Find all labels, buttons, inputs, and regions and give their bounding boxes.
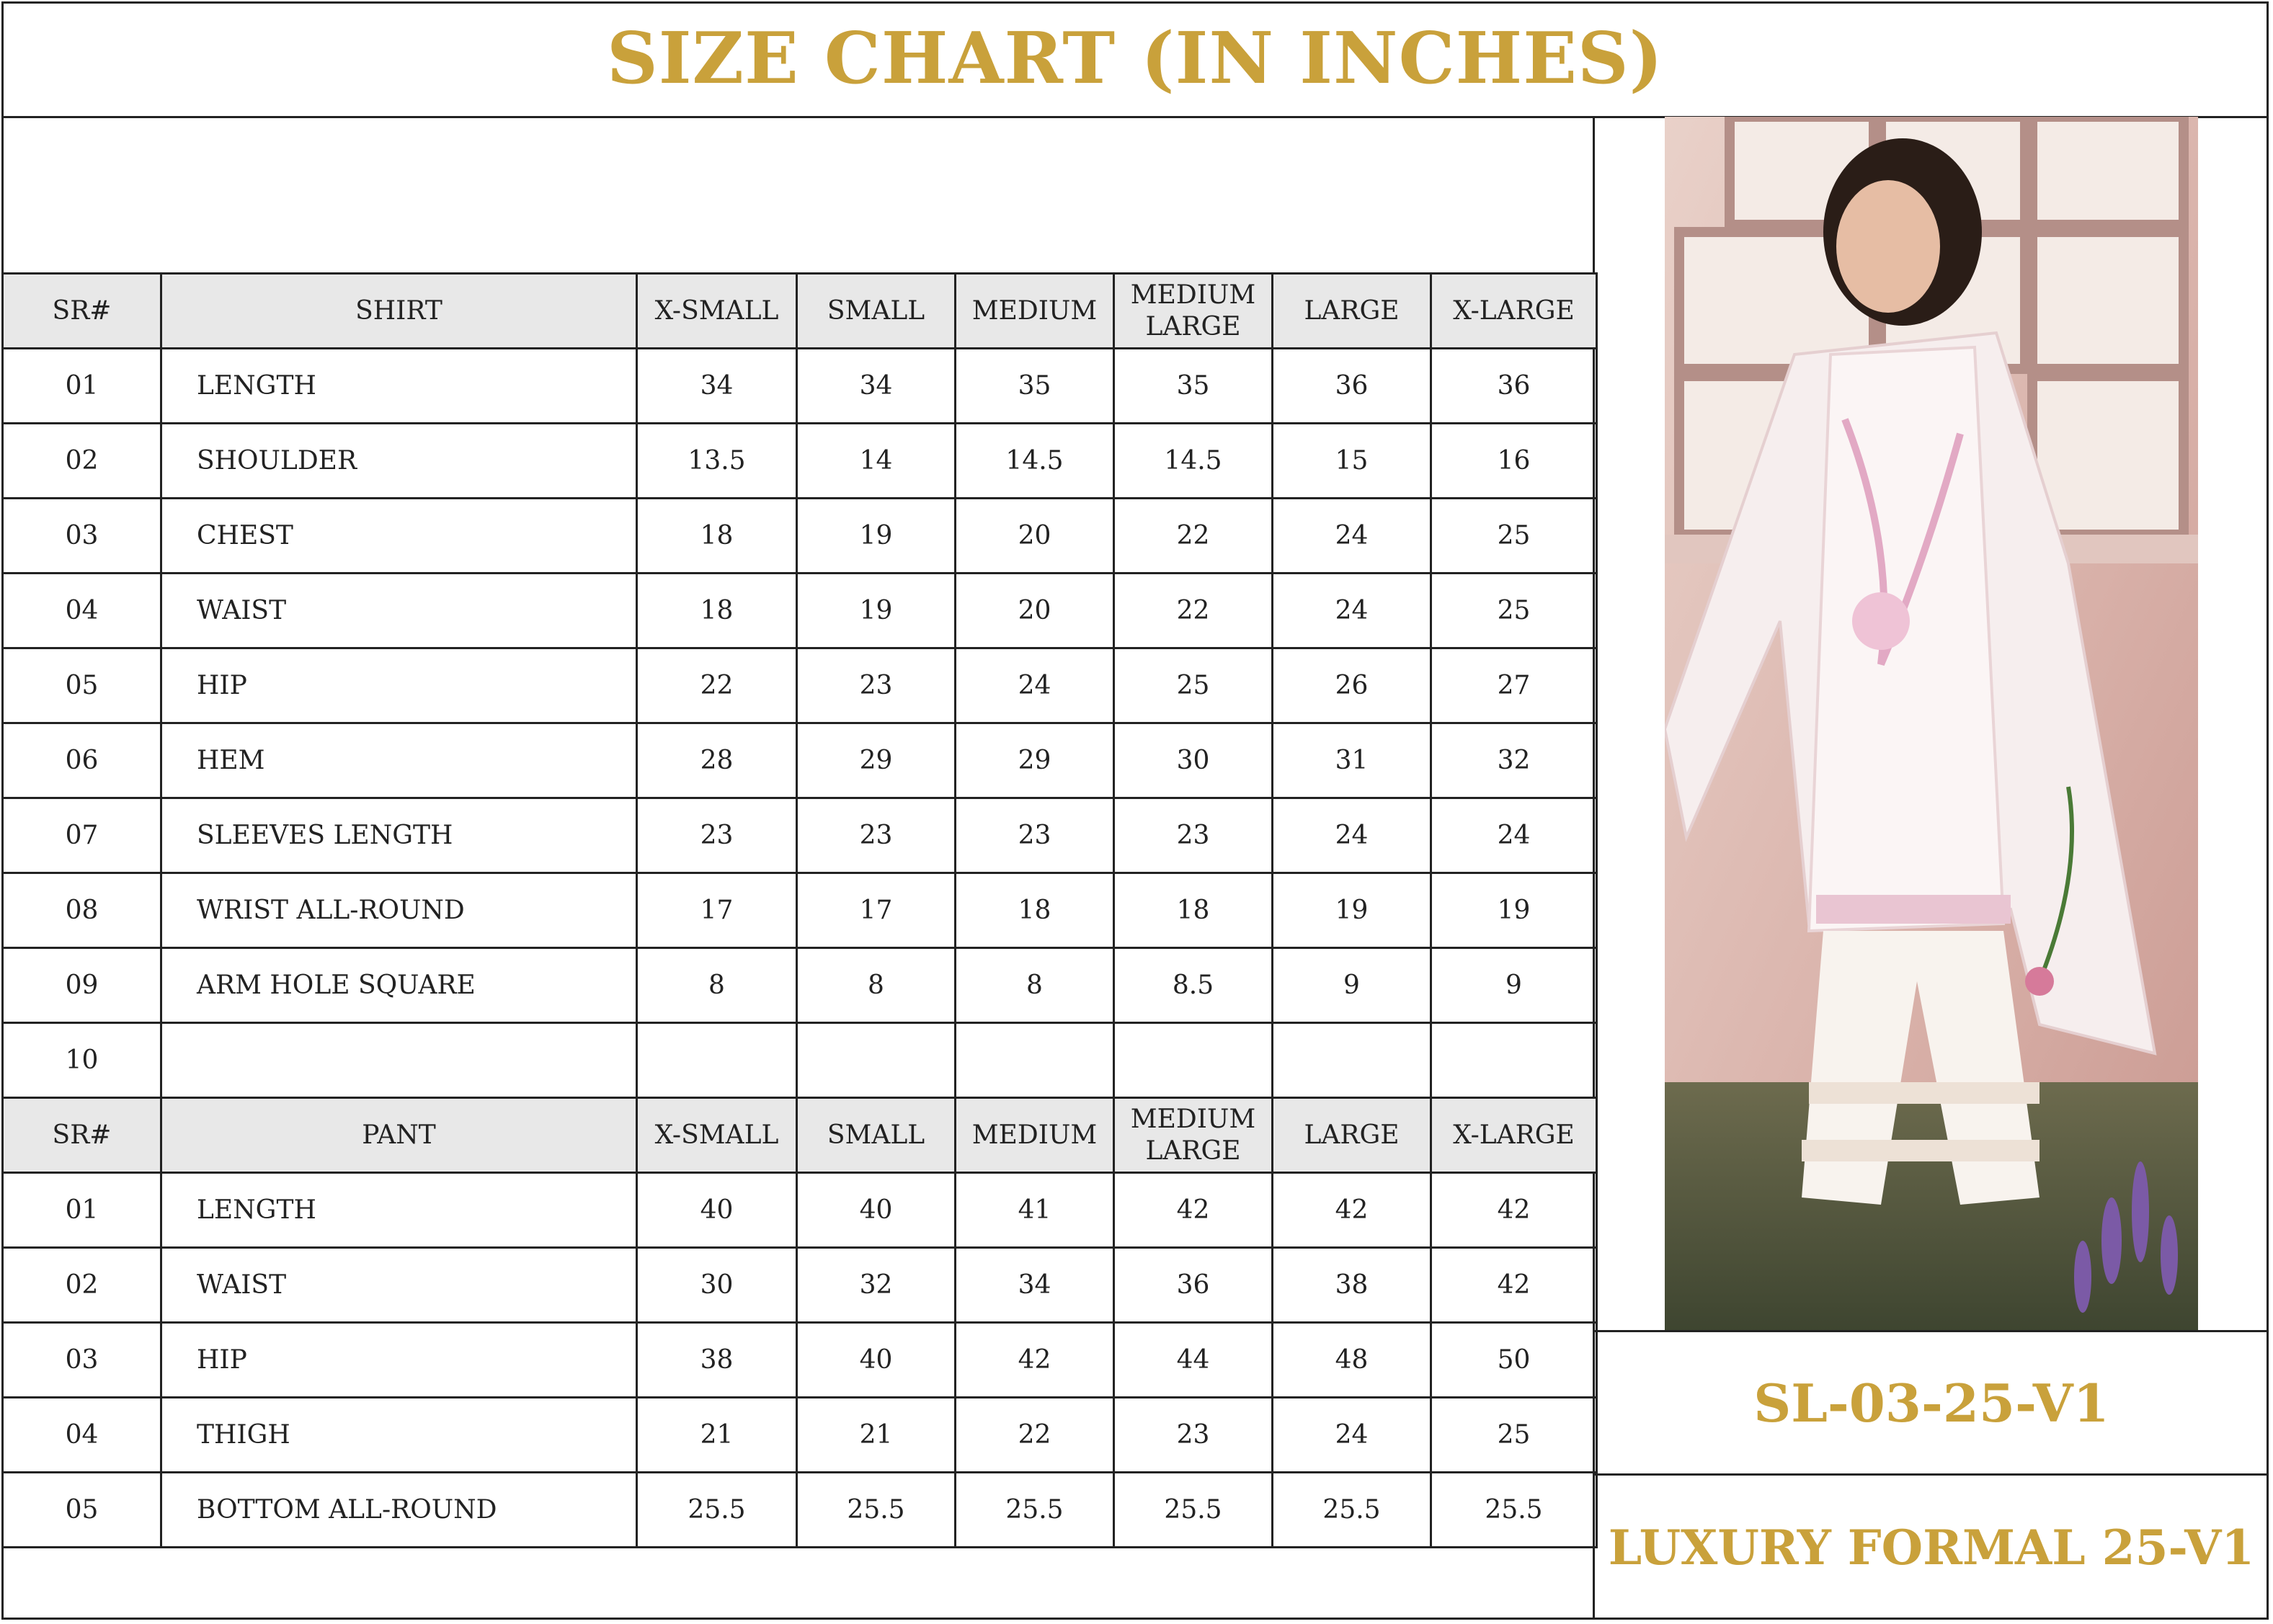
sr-cell: 03	[3, 1323, 161, 1398]
size-value-cell: 35	[1114, 349, 1273, 424]
size-value-cell: 42	[1273, 1173, 1431, 1248]
sr-cell: 06	[3, 723, 161, 798]
shirt-header-cell: SHIRT	[161, 274, 637, 349]
size-value-cell: 8	[956, 948, 1114, 1023]
size-value-cell: 25.5	[956, 1473, 1114, 1548]
product-code-box	[1594, 1330, 2269, 1476]
shirt-table-row	[3, 349, 1597, 424]
measurement-name-cell: LENGTH	[161, 1173, 637, 1248]
size-value-cell: 8	[637, 948, 797, 1023]
shirt-table-row	[3, 723, 1597, 798]
size-value-cell: 42	[1431, 1173, 1597, 1248]
size-value-cell: 44	[1114, 1323, 1273, 1398]
size-value-cell: 24	[956, 648, 1114, 723]
size-value-cell: 32	[1431, 723, 1597, 798]
size-value-cell	[637, 1023, 797, 1098]
sr-cell: 03	[3, 499, 161, 574]
pant-table-row	[3, 1398, 1597, 1473]
model-photo	[1665, 117, 2198, 1331]
size-value-cell: 36	[1431, 349, 1597, 424]
size-value-cell: 21	[797, 1398, 956, 1473]
size-value-cell: 9	[1273, 948, 1431, 1023]
size-value-cell: 20	[956, 499, 1114, 574]
pant-header-cell: PANT	[161, 1098, 637, 1173]
size-value-cell: 30	[637, 1248, 797, 1323]
size-value-cell: 29	[797, 723, 956, 798]
size-value-cell: 40	[637, 1173, 797, 1248]
sr-cell: 09	[3, 948, 161, 1023]
measurement-name-cell: HIP	[161, 1323, 637, 1398]
size-value-cell: 22	[956, 1398, 1114, 1473]
sr-cell: 08	[3, 873, 161, 948]
size-value-cell: 16	[1431, 424, 1597, 499]
size-value-cell: 25.5	[1273, 1473, 1431, 1548]
size-value-cell: 20	[956, 574, 1114, 648]
measurement-name-cell: LENGTH	[161, 349, 637, 424]
size-value-cell: 36	[1273, 349, 1431, 424]
sr-cell: 04	[3, 574, 161, 648]
shirt-header-cell: MEDIUM LARGE	[1114, 274, 1273, 349]
shirt-header-cell: X-LARGE	[1431, 274, 1597, 349]
size-value-cell: 24	[1273, 798, 1431, 873]
size-value-cell: 23	[1114, 1398, 1273, 1473]
size-value-cell: 19	[797, 499, 956, 574]
pant-table-row	[3, 1473, 1597, 1548]
size-chart-table	[1, 272, 1598, 1548]
sr-cell: 05	[3, 648, 161, 723]
collection-name: LUXURY FORMAL 25-V1	[1608, 1520, 2255, 1576]
pant-header-cell: SR#	[3, 1098, 161, 1173]
size-value-cell: 25.5	[797, 1473, 956, 1548]
measurement-name-cell: BOTTOM ALL-ROUND	[161, 1473, 637, 1548]
size-value-cell: 42	[1114, 1173, 1273, 1248]
size-value-cell: 50	[1431, 1323, 1597, 1398]
size-value-cell: 22	[1114, 574, 1273, 648]
size-value-cell: 19	[797, 574, 956, 648]
size-value-cell: 34	[956, 1248, 1114, 1323]
measurement-name-cell: SHOULDER	[161, 424, 637, 499]
pant-table-row	[3, 1248, 1597, 1323]
sr-cell: 07	[3, 798, 161, 873]
size-value-cell: 13.5	[637, 424, 797, 499]
size-value-cell: 40	[797, 1173, 956, 1248]
shirt-table-row	[3, 499, 1597, 574]
size-value-cell: 18	[956, 873, 1114, 948]
measurement-name-cell: HEM	[161, 723, 637, 798]
size-value-cell: 22	[1114, 499, 1273, 574]
pant-header-row	[3, 1098, 1597, 1173]
collection-box	[1594, 1476, 2269, 1620]
measurement-name-cell: WAIST	[161, 1248, 637, 1323]
pant-header-cell: X-LARGE	[1431, 1098, 1597, 1173]
size-value-cell: 41	[956, 1173, 1114, 1248]
size-value-cell: 14.5	[1114, 424, 1273, 499]
size-value-cell: 19	[1273, 873, 1431, 948]
size-value-cell: 18	[1114, 873, 1273, 948]
size-value-cell: 31	[1273, 723, 1431, 798]
pant-header-cell: SMALL	[797, 1098, 956, 1173]
shirt-header-cell: SMALL	[797, 274, 956, 349]
measurement-name-cell: WAIST	[161, 574, 637, 648]
size-value-cell: 34	[637, 349, 797, 424]
size-value-cell	[1273, 1023, 1431, 1098]
size-value-cell: 25	[1114, 648, 1273, 723]
size-value-cell: 25	[1431, 499, 1597, 574]
size-value-cell: 24	[1273, 499, 1431, 574]
pant-table-row	[3, 1173, 1597, 1248]
shirt-table-row	[3, 948, 1597, 1023]
size-value-cell: 19	[1431, 873, 1597, 948]
pant-header-cell: MEDIUM	[956, 1098, 1114, 1173]
size-value-cell: 40	[797, 1323, 956, 1398]
size-value-cell: 24	[1431, 798, 1597, 873]
sr-cell: 01	[3, 349, 161, 424]
measurement-name-cell: SLEEVES LENGTH	[161, 798, 637, 873]
size-value-cell: 23	[637, 798, 797, 873]
size-value-cell	[956, 1023, 1114, 1098]
size-value-cell: 35	[956, 349, 1114, 424]
size-value-cell: 8	[797, 948, 956, 1023]
size-value-cell: 38	[637, 1323, 797, 1398]
measurement-name-cell: THIGH	[161, 1398, 637, 1473]
shirt-table-row	[3, 873, 1597, 948]
size-value-cell: 9	[1431, 948, 1597, 1023]
shirt-header-row	[3, 274, 1597, 349]
size-value-cell: 8.5	[1114, 948, 1273, 1023]
size-value-cell: 36	[1114, 1248, 1273, 1323]
size-value-cell: 25.5	[1114, 1473, 1273, 1548]
shirt-header-cell: MEDIUM	[956, 274, 1114, 349]
pant-table-row	[3, 1323, 1597, 1398]
shirt-table-row	[3, 648, 1597, 723]
size-value-cell: 30	[1114, 723, 1273, 798]
size-value-cell	[1114, 1023, 1273, 1098]
shirt-table-row	[3, 574, 1597, 648]
measurement-name-cell: WRIST ALL-ROUND	[161, 873, 637, 948]
shirt-header-cell: LARGE	[1273, 274, 1431, 349]
size-value-cell: 48	[1273, 1323, 1431, 1398]
pant-header-cell: X-SMALL	[637, 1098, 797, 1173]
shirt-header-cell: X-SMALL	[637, 274, 797, 349]
sr-cell: 02	[3, 424, 161, 499]
size-value-cell: 29	[956, 723, 1114, 798]
size-value-cell: 15	[1273, 424, 1431, 499]
sr-cell: 01	[3, 1173, 161, 1248]
title-bar	[1, 1, 2269, 118]
product-code: SL-03-25-V1	[1753, 1372, 2109, 1434]
measurement-name-cell: CHEST	[161, 499, 637, 574]
size-value-cell: 23	[797, 648, 956, 723]
pant-header-cell: MEDIUM LARGE	[1114, 1098, 1273, 1173]
size-value-cell: 25.5	[1431, 1473, 1597, 1548]
size-value-cell: 14.5	[956, 424, 1114, 499]
shirt-table-row	[3, 1023, 1597, 1098]
size-value-cell: 23	[956, 798, 1114, 873]
shirt-header-cell: SR#	[3, 274, 161, 349]
size-value-cell: 25	[1431, 1398, 1597, 1473]
size-value-cell: 22	[637, 648, 797, 723]
measurement-name-cell: HIP	[161, 648, 637, 723]
size-value-cell: 18	[637, 574, 797, 648]
pant-header-cell: LARGE	[1273, 1098, 1431, 1173]
size-value-cell: 38	[1273, 1248, 1431, 1323]
size-value-cell	[1431, 1023, 1597, 1098]
measurement-name-cell	[161, 1023, 637, 1098]
size-value-cell: 27	[1431, 648, 1597, 723]
size-value-cell: 17	[637, 873, 797, 948]
size-value-cell: 23	[1114, 798, 1273, 873]
size-value-cell	[797, 1023, 956, 1098]
sr-cell: 04	[3, 1398, 161, 1473]
size-value-cell: 24	[1273, 574, 1431, 648]
size-value-cell: 17	[797, 873, 956, 948]
shirt-table-row	[3, 424, 1597, 499]
size-value-cell: 25.5	[637, 1473, 797, 1548]
size-value-cell: 24	[1273, 1398, 1431, 1473]
measurement-name-cell: ARM HOLE SQUARE	[161, 948, 637, 1023]
page-title: SIZE CHART (IN INCHES)	[606, 17, 1664, 100]
size-value-cell: 21	[637, 1398, 797, 1473]
size-value-cell: 34	[797, 349, 956, 424]
sr-cell: 02	[3, 1248, 161, 1323]
size-value-cell: 28	[637, 723, 797, 798]
size-value-cell: 23	[797, 798, 956, 873]
size-value-cell: 26	[1273, 648, 1431, 723]
size-value-cell: 42	[956, 1323, 1114, 1398]
sr-cell: 10	[3, 1023, 161, 1098]
size-value-cell: 18	[637, 499, 797, 574]
size-value-cell: 14	[797, 424, 956, 499]
size-value-cell: 42	[1431, 1248, 1597, 1323]
sr-cell: 05	[3, 1473, 161, 1548]
shirt-table-row	[3, 798, 1597, 873]
size-value-cell: 32	[797, 1248, 956, 1323]
size-value-cell: 25	[1431, 574, 1597, 648]
